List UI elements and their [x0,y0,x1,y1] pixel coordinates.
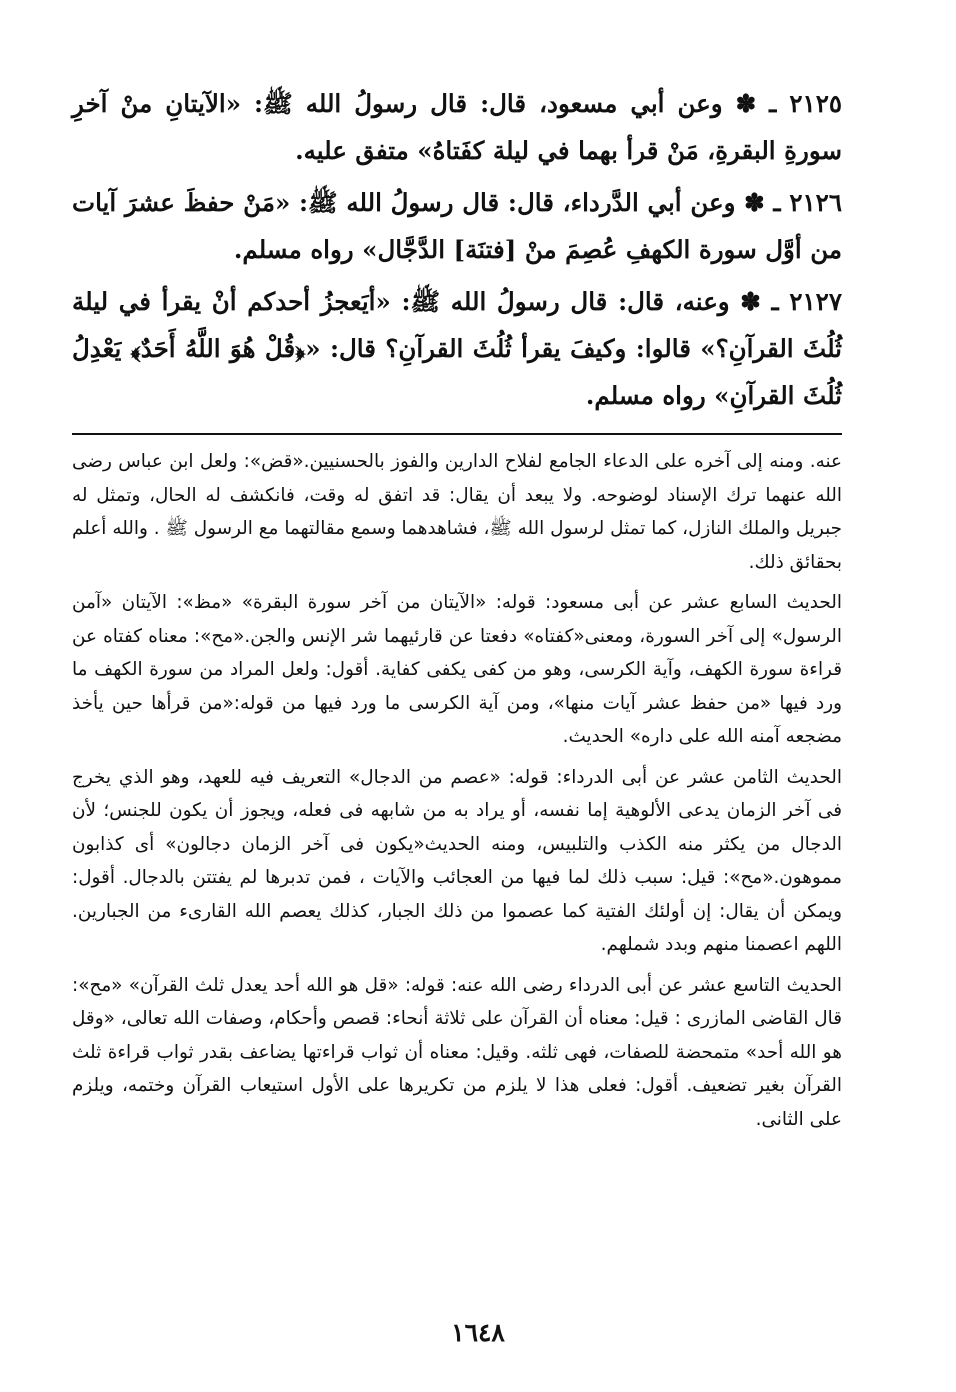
hadith-2125 [72,80,842,174]
hadith-2126 [72,179,842,273]
hadith-number: ٢١٢٥ [789,89,843,118]
page-content [72,80,842,1143]
hadith-text: ـ ✽ وعن أبي الدَّرداء، قال: قال رسولُ الله ﷺ: «مَنْ حفظَ عشرَ آيات من أوَّل سورة الكهفِ عُصِمَ منْ [فتنَة] الدَّجَّال» رواه مسلم. [72,188,842,264]
hadith-number: ٢١٢٦ [789,188,842,217]
hadith-text: ـ ✽ وعنه، قال: قال رسولُ الله ﷺ: «أيَعجزُ أحدكم أنْ يقرأ في ليلة ثُلُثَ القرآنِ؟» قالوا: وكيفَ يقرأ ثُلُثَ القرآنِ؟ قال: «﴿قُلْ هُوَ اللَّهُ أَحَدٌ﴾ يَعْدِلُ ثُلُثَ القرآنِ» رواه مسلم. [72,287,842,410]
page-number: ١٦٤٨ [451,1318,505,1347]
hadith-2127 [72,278,842,419]
commentary-section [72,445,842,1136]
commentary-paragraph: الحديث التاسع عشر عن أبى الدرداء رضى الله عنه: قوله: «قل هو الله أحد يعدل ثلث القرآن» «مح»: قال القاضى المازرى : قيل: معناه أن القرآن على ثلاثة أنحاء: قصص وأحكام، وصفات الله تعالى، «وقل هو الله أحد» متمحضة للصفات، فهى ثلثه. وقيل: معناه أن ثواب قراءتها يضاعف بقدر ثواب قراءة ثلث القرآن بغير تضعيف. أقول: فعلى هذا لا يلزم من تكريرها على الأول استيعاب القرآن وختمه، ويلزم على الثانى. [72,974,842,1130]
commentary-paragraph: عنه. ومنه إلى آخره على الدعاء الجامع لفلاح الدارين والفوز بالحسنيين.«قض»: ولعل ابن عباس رضى الله عنهما ترك الإسناد لوضوحه. ولا يبعد أن يقال: قد اتفق له وقت، فانكشف له الحال، وتمثل له جبريل والملك النازل، كما تمثل لرسول الله ﷺ، فشاهدهما وسمع مقالتهما مع الرسول ﷺ . والله أعلم بحقائق ذلك. [72,451,842,573]
footnote-divider [72,433,842,435]
hadith-number: ٢١٢٧ [789,287,842,316]
commentary-paragraph: الحديث السابع عشر عن أبى مسعود: قوله: «الآيتان من آخر سورة البقرة» «مظ»: الآيتان «آمن الرسول» إلى آخر السورة، ومعنى«كفتاه» دفعتا عن قارئيهما شر الإنس والجن.«مح»: معناه كفتاه عن قراءة سورة الكهف، وآية الكرسى، وهو من كفى يكفى كفاية. أقول: ولعل المراد من سورة الكهف ما ورد فيها «من حفظ عشر آيات منها»، ومن آية الكرسى ما ورد فيها من قوله:«من قرأها حين يأخذ مضجعه آمنه الله على داره» الحديث. [72,592,842,747]
hadith-section [72,80,842,419]
hadith-text: ـ ✽ وعن أبي مسعود، قال: قال رسولُ الله ﷺ: «الآيتانِ منْ آخرِ سورةِ البقرةِ، مَنْ قرأ بهما في ليلة كفَتاهُ» متفق عليه. [72,89,842,165]
commentary-paragraph: الحديث الثامن عشر عن أبى الدرداء: قوله: «عصم من الدجال» التعريف فيه للعهد، وهو الذي يخرج فى آخر الزمان يدعى الألوهية إما نفسه، أو يراد به من شابهه فى فعله، ويجوز أن يكون للجنس؛ لأن الدجال من يكثر منه الكذب والتلبيس، ومنه الحديث«يكون فى آخر الزمان دجالون» أى كذابون مموهون.«مح»: قيل: سبب ذلك لما فيها من العجائب والآيات ، فمن تدبرها لم يفتتن بالدجال. أقول: ويمكن أن يقال: إن أولئك الفتية كما عصموا من ذلك الجبار، كذلك يعصم الله القارىء من الجبارين. اللهم اعصمنا منهم وبدد شملهم. [72,766,842,955]
